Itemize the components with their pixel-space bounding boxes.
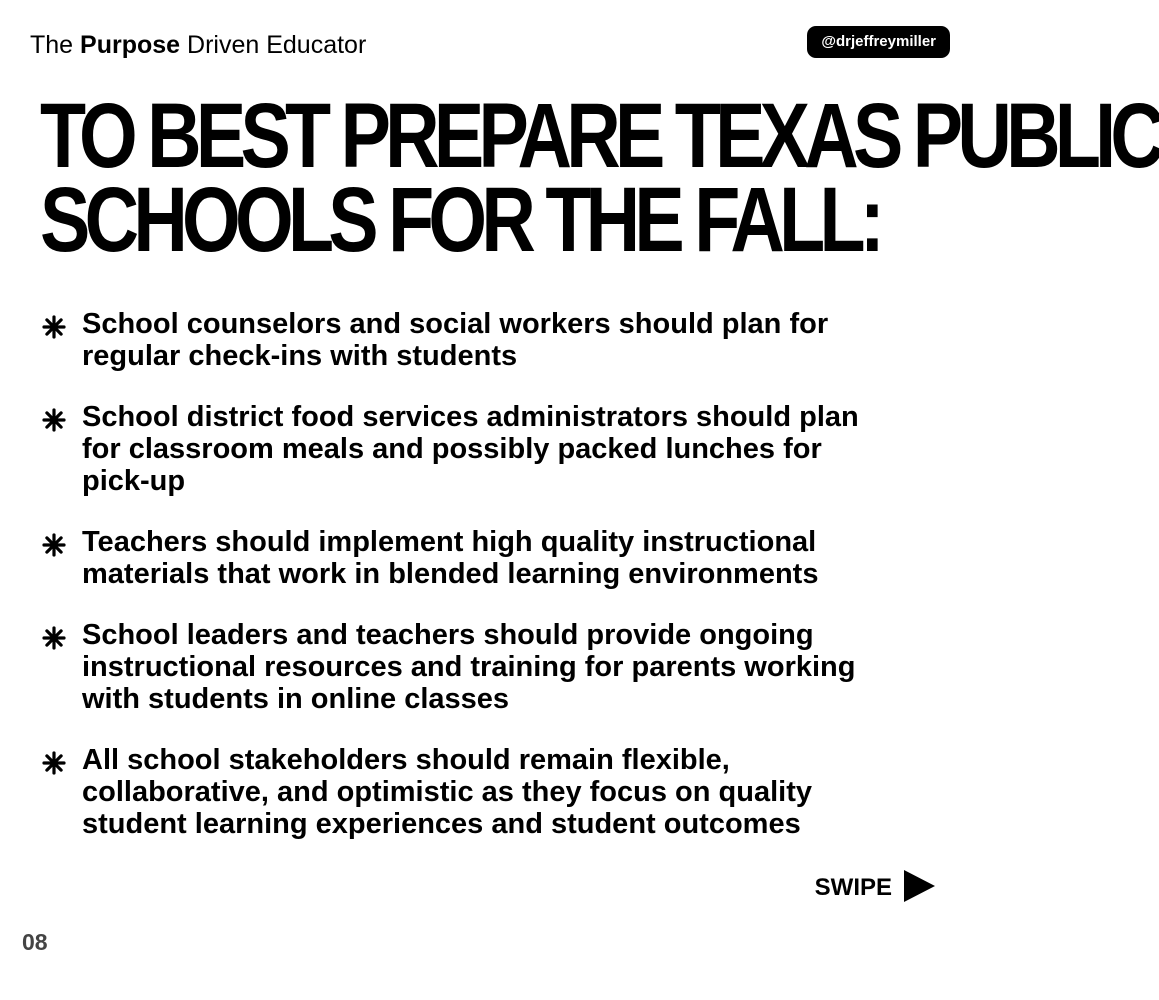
recommendation-list <box>38 308 968 869</box>
list-item-line: collaborative, and optimistic as they focus on quality <box>82 776 812 808</box>
list-item-line: School district food services administrators should plan <box>82 401 859 433</box>
brand-bold-word: Purpose <box>80 31 181 59</box>
list-item-line: pick-up <box>82 465 186 497</box>
list-item-line: for classroom meals and possibly packed lunches for <box>82 433 822 465</box>
list-item-text <box>82 744 968 840</box>
list-item-text <box>82 619 968 715</box>
brand-prefix: The <box>30 31 74 59</box>
list-item-line: Teachers should implement high quality instructional <box>82 526 817 558</box>
headline <box>40 85 1159 271</box>
headline-line-1: TO BEST PREPARE TEXAS PUBLIC <box>40 85 1159 187</box>
list-item <box>38 308 968 372</box>
list-item-text <box>82 308 968 372</box>
list-item-line: regular check-ins with students <box>82 340 518 372</box>
asterisk-icon <box>38 401 82 431</box>
social-handle-badge[interactable]: @drjeffreymiller <box>807 26 950 58</box>
list-item-text <box>82 526 968 590</box>
list-item-text <box>82 401 968 497</box>
asterisk-icon <box>38 308 82 338</box>
list-item-line: materials that work in blended learning environments <box>82 558 819 590</box>
asterisk-icon <box>38 526 82 556</box>
asterisk-icon <box>38 619 82 649</box>
swipe-button[interactable] <box>815 868 936 908</box>
list-item <box>38 619 968 715</box>
page-number: 08 <box>22 929 48 955</box>
brand-title <box>30 28 366 62</box>
play-arrow-icon <box>902 869 936 908</box>
swipe-label: SWIPE <box>814 874 892 901</box>
list-item <box>38 526 968 590</box>
asterisk-icon <box>38 744 82 774</box>
list-item-line: School leaders and teachers should provide ongoing <box>82 619 814 651</box>
list-item-line: instructional resources and training for parents working <box>82 651 856 683</box>
list-item <box>38 744 968 840</box>
list-item-line: with students in online classes <box>82 683 510 715</box>
list-item-line: All school stakeholders should remain flexible, <box>82 744 730 776</box>
brand-suffix: Driven Educator <box>187 31 367 59</box>
headline-line-2: SCHOOLS FOR THE FALL: <box>40 169 880 271</box>
list-item <box>38 401 968 497</box>
list-item-line: student learning experiences and student outcomes <box>82 808 801 840</box>
list-item-line: School counselors and social workers should plan for <box>82 308 829 340</box>
